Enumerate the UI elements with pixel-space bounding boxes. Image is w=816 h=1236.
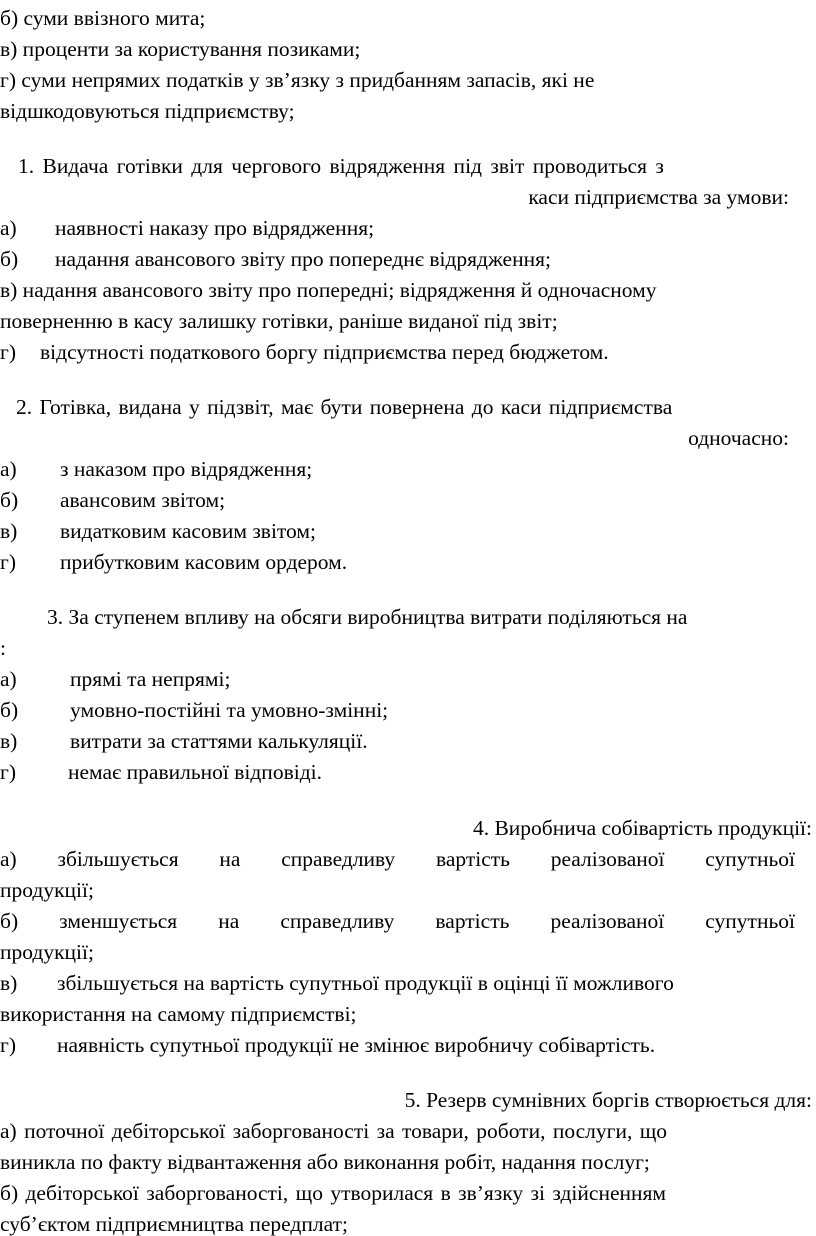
q4-option-b-word: реалізованої	[550, 909, 665, 933]
q2-option-b-label: б)	[0, 488, 19, 512]
q1-option-a-label: а)	[0, 216, 17, 240]
question-1-text: 1. Видача готівки для чергового відрядження під звіт проводиться з	[18, 154, 664, 178]
q5-option-b-cont: суб’єктом підприємництва передплат;	[0, 1212, 348, 1236]
q2-option-a: з наказом про відрядження;	[60, 457, 313, 481]
q1-option-a: наявності наказу про відрядження;	[55, 216, 375, 240]
q4-option-b-word: зменшується	[59, 909, 178, 933]
intro-line-g: г) суми непрямих податків у зв’язку з придбанням запасів, які не	[0, 68, 595, 92]
q3-option-v-label: в)	[0, 729, 18, 753]
q3-option-b: умовно-постійні та умовно-змінні;	[70, 698, 389, 722]
q4-option-b-word: супутньої	[705, 909, 795, 933]
question-3-text-cont: :	[0, 636, 6, 660]
q4-option-a-word: а)	[0, 847, 17, 871]
q3-option-v: витрати за статтями калькуляції.	[70, 729, 368, 753]
intro-line-v: в) проценти за користування позиками;	[0, 37, 361, 61]
q4-option-a-cont: продукції;	[0, 878, 94, 902]
q4-option-a	[0, 849, 795, 871]
q4-option-a-word: вартість	[435, 847, 510, 871]
q4-option-b-word: на	[218, 909, 240, 933]
q4-option-a-word: збільшується	[57, 847, 179, 871]
question-1-text-cont: каси підприємства за умови:	[528, 185, 789, 209]
q4-option-b-word: б)	[0, 909, 19, 933]
question-2-text: 2. Готівка, видана у підзвіт, має бути повернена до каси підприємства	[16, 395, 673, 419]
q3-option-b-label: б)	[0, 698, 19, 722]
q4-option-b	[0, 911, 795, 933]
q2-option-v: видатковим касовим звітом;	[60, 519, 316, 543]
q1-option-v-cont: поверненню в касу залишку готівки, раніше виданої під звіт;	[0, 309, 558, 333]
q4-option-g: наявність супутньої продукції не змінює виробничу собівартість.	[57, 1033, 656, 1057]
q3-option-a: прямі та непрямі;	[70, 667, 231, 691]
q1-option-v: в) надання авансового звіту про попередні; відрядження й одночасному	[0, 278, 657, 302]
q4-option-a-word: справедливу	[281, 847, 396, 871]
question-2-text-cont: одночасно:	[688, 426, 789, 450]
question-5-text: 5. Резерв сумнівних боргів створюється для:	[404, 1088, 812, 1112]
q2-option-b: авансовим звітом;	[60, 488, 226, 512]
q5-option-a: а) поточної дебіторської заборгованості за товари, роботи, послуги, що	[0, 1119, 668, 1143]
q5-option-a-cont: виникла по факту відвантаження або виконання робіт, надання послуг;	[0, 1150, 650, 1174]
q4-option-b-word: справедливу	[280, 909, 395, 933]
q2-option-g-label: г)	[0, 550, 16, 574]
intro-line-g-cont: відшкодовуються підприємству;	[0, 99, 295, 123]
q4-option-a-word: супутньої	[705, 847, 795, 871]
q4-option-b-cont: продукції;	[0, 940, 94, 964]
q3-option-g-label: г)	[0, 760, 16, 784]
q5-option-b: б) дебіторської заборгованості, що утворилася в зв’язку зі здійсненням	[0, 1181, 667, 1205]
q4-option-b-word: вартість	[435, 909, 510, 933]
q1-option-g-label: г)	[0, 340, 16, 364]
q1-option-b-label: б)	[0, 247, 19, 271]
q2-option-v-label: в)	[0, 519, 18, 543]
q3-option-a-label: а)	[0, 667, 17, 691]
q2-option-a-label: а)	[0, 457, 17, 481]
q1-option-g: відсутності податкового боргу підприємства перед бюджетом.	[40, 340, 609, 364]
q4-option-v-cont: використання на самому підприємстві;	[0, 1002, 357, 1026]
q2-option-g: прибутковим касовим ордером.	[60, 550, 348, 574]
question-4-text: 4. Виробнича собівартість продукції:	[472, 816, 812, 840]
q4-option-g-label: г)	[0, 1033, 16, 1057]
intro-line-b: б) суми ввізного мита;	[0, 6, 206, 30]
q4-option-a-word: на	[219, 847, 241, 871]
q4-option-v-label: в)	[0, 971, 18, 995]
q4-option-v: збільшується на вартість супутньої продукції в оцінці її можливого	[57, 971, 674, 995]
q4-option-a-word: реалізованої	[550, 847, 665, 871]
question-3-text: 3. За ступенем впливу на обсяги виробництва витрати поділяються на	[47, 605, 688, 629]
q1-option-b: надання авансового звіту про попереднє відрядження;	[55, 247, 551, 271]
q3-option-g: немає правильної відповіді.	[68, 760, 322, 784]
